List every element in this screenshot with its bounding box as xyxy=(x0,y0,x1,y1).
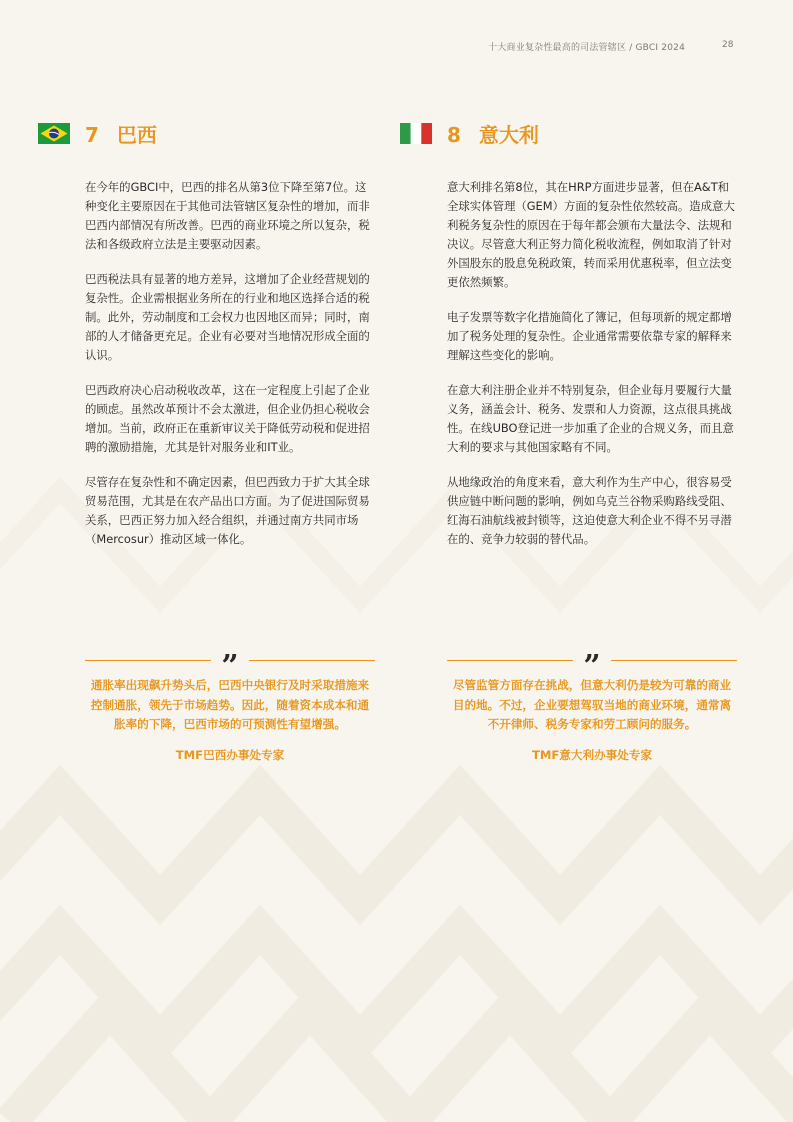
quote-text: 通胀率出现飙升势头后，巴西中央银行及时采取措施来控制通胀，领先于市场趋势。因此，随着资本成本和通胀率的下降，巴西市场的可预测性有望增强。 xyxy=(90,678,370,731)
quote-divider xyxy=(447,648,737,684)
paragraph: 意大利排名第8位，其在HRP方面进步显著，但在A&T和全球实体管理（GEM）方面的复杂性依然较高。造成意大利税务复杂性的原因在于每年都会颁布大量法令、法规和决议。尽管意大利正努力简化税收流程，例如取消了针对外国股东的股息免税政策，转而采用优惠税率，但立法变更依然频繁。 xyxy=(447,180,735,289)
page-number: 28 xyxy=(722,40,734,50)
quote-attribution: TMF巴西办事处专家 xyxy=(175,747,285,762)
paragraph: 在意大利注册企业并不特别复杂，但企业每月要履行大量义务，涵盖会计、税务、发票和人力资源，这点很具挑战性。在线UBO登记进一步加重了企业的合规义务，而且意大利的要求与其他国家略有不同。 xyxy=(447,383,734,454)
quotation-mark-icon: ” xyxy=(583,649,601,684)
paragraph: 从地缘政治的角度来看，意大利作为生产中心，很容易受供应链中断问题的影响，例如乌克兰谷物采购路线受阻、红海石油航线被封锁等，这迫使意大利企业不得不另寻潜在的、竞争力较弱的替代品。 xyxy=(447,475,732,546)
section-italy xyxy=(400,118,735,565)
section-body xyxy=(447,178,735,549)
section-body xyxy=(85,178,373,549)
paragraph: 电子发票等数字化措施简化了簿记，但每项新的规定都增加了税务处理的复杂性。企业通常需要依靠专家的解释来理解这些变化的影响。 xyxy=(447,310,732,362)
pull-quote-brazil xyxy=(85,648,375,763)
section-number: 7 xyxy=(85,122,99,147)
divider-line xyxy=(249,660,375,661)
divider-line xyxy=(85,660,211,661)
section-title: 意大利 xyxy=(478,122,539,147)
divider-line xyxy=(447,660,573,661)
section-title: 巴西 xyxy=(116,122,157,147)
italy-flag-icon xyxy=(400,123,432,144)
section-heading xyxy=(400,118,690,148)
quote-attribution: TMF意大利办事处专家 xyxy=(531,747,653,762)
running-header: 十大商业复杂性最高的司法管辖区 / GBCI 2024 xyxy=(488,43,685,53)
divider-line xyxy=(611,660,737,661)
paragraph: 巴西税法具有显著的地方差异，这增加了企业经营规划的复杂性。企业需根据业务所在的行业和地区选择合适的税制。此外，劳动制度和工会权力也因地区而异；同时，南部的人才储备更充足。企业有必要对当地情况形成全面的认识。 xyxy=(85,272,370,362)
section-number: 8 xyxy=(447,122,461,147)
section-heading xyxy=(38,118,328,148)
quotation-mark-icon: ” xyxy=(221,649,239,684)
quote-text: 尽管监管方面存在挑战，但意大利仍是较为可靠的商业目的地。不过，企业要想驾驭当地的商业环境，通常离不开律师、税务专家和劳工顾问的服务。 xyxy=(452,678,732,731)
paragraph: 在今年的GBCI中，巴西的排名从第3位下降至第7位。这种变化主要原因在于其他司法管辖区复杂性的增加，而非巴西内部情况有所改善。巴西的商业环境之所以复杂，税法和各级政府立法是主要驱动因素。 xyxy=(85,180,370,251)
paragraph: 尽管存在复杂性和不确定因素，但巴西致力于扩大其全球贸易范围，尤其是在农产品出口方面。为了促进国际贸易关系，巴西正努力加入经合组织，并通过南方共同市场（Mercosur）推动区域一体化。 xyxy=(85,475,370,546)
quote-divider xyxy=(85,648,375,684)
brazil-flag-icon xyxy=(38,123,70,144)
section-brazil xyxy=(38,118,370,565)
paragraph: 巴西政府决心启动税收改革，这在一定程度上引起了企业的顾虑。虽然改革预计不会太激进，但企业仍担心税收会增加。当前，政府正在重新审议关于降低劳动税和促进招聘的激励措施，尤其是针对服务业和IT业。 xyxy=(85,383,370,454)
pull-quote-italy xyxy=(447,648,737,763)
